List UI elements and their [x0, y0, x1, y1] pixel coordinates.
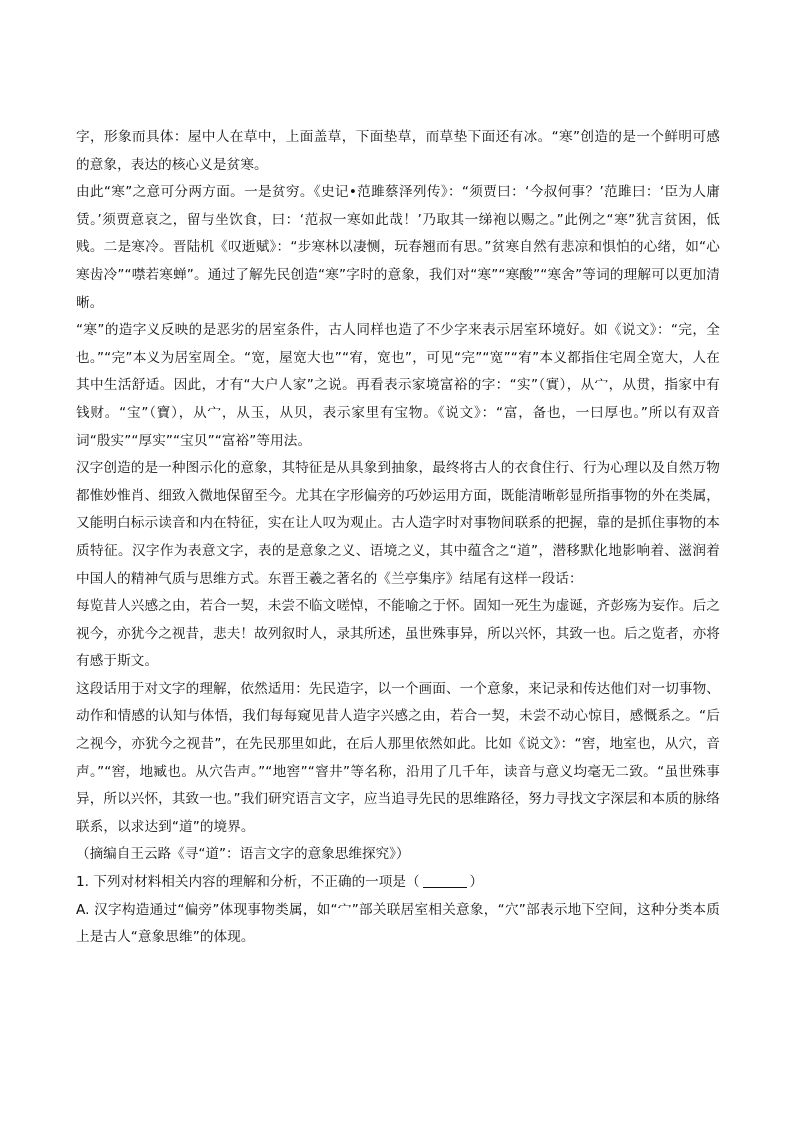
paragraph-2: 由此“寒”之意可分两方面。一是贫穷。《史记•范雎蔡泽列传》：“须贾曰：‘今叔何事？’范雎曰：‘臣为人庸赁。’须贾意哀之，留与坐饮食，曰：‘范叔一寒如此哉！’乃取其一绨袍以赐之。”此例之“寒”犹言贫困，低贱。二是寒冷。晋陆机《叹逝赋》：“步寒林以凄恻，玩春翘而有思。”贫寒自然有悲凉和惧怕的心绪，如“心寒齿冷”“噤若寒蝉”。通过了解先民创造“寒”字时的意象，我们对“寒”“寒酸”“寒舍”等词的理解可以更加清晰。: [76, 184, 720, 311]
paragraph-1: 字，形象而具体：屋中人在草中，上面盖草，下面垫草，而草垫下面还有冰。“寒”创造的是一个鲜明可感的意象，表达的核心义是贫寒。: [76, 129, 720, 173]
answer-blank[interactable]: [423, 873, 467, 888]
paragraph-6: 这段话用于对文字的理解，依然适用：先民造字，以一个画面、一个意象，来记录和传达他们对一切事物、动作和情感的认知与体悟，我们每每窥见昔人造字兴感之由，若合一契，未尝不动心惊目，感慨系之。“后之视今，亦犹今之视昔”，在先民那里如此，在后人那里依然如此。比如《说文》：“窖，地室也，从穴，音声。”“窖，地臧也。从穴告声。”“地窖”“窨井”等名称，沿用了几千年，读音与意义均毫无二致。“虽世殊事异，所以兴怀，其致一也。”我们研究语言文字，应当追寻先民的思维路径，努力寻找文字深层和本质的脉络联系，以求达到“道”的境界。: [76, 680, 720, 835]
source-citation: （摘编自王云路《寻“道”：语言文字的意象思维探究》）: [76, 846, 410, 863]
quoted-passage: 每览昔人兴感之由，若合一契，未尝不临文嗟悼，不能喻之于怀。固知一死生为虚诞，齐彭殇为妄作。后之视今，亦犹今之视昔，悲夫！故列叙时人，录其所述，虽世殊事异，所以兴怀，其致一也。后之览者，亦将有感于斯文。: [76, 598, 720, 670]
paragraph-4: 汉字创造的是一种图示化的意象，其特征是从具象到抽象，最终将古人的衣食住行、行为心理以及自然万物都惟妙惟肖、细致入微地保留至今。尤其在字形偏旁的巧妙运用方面，既能清晰彰显所指事物的外在类属，又能明白标示读音和内在特征，实在让人叹为观止。古人造字时对事物间联系的把握，靠的是抓住事物的本质特征。汉字作为表意文字，表的是意象之义、语境之义，其中蕴含之“道”，潜移默化地影响着、滋润着中国人的精神气质与思维方式。东晋王羲之著名的《兰亭集序》结尾有这样一段话：: [76, 460, 720, 587]
paragraph-3: “寒”的造字义反映的是恶劣的居室条件，古人同样也造了不少字来表示居室环境好。如《说文》：“完，全也。”“完”本义为居室周全。“宽，屋宽大也”“宥，宽也”，可见“完”“宽”“宥”本义都指住宅周全宽大，人在其中生活舒适。因此，才有“大户人家”之说。再看表示家境富裕的字：“实”（實），从宀，从贯，指家中有钱财。“宝”（寶），从宀，从玉，从贝，表示家里有宝物。《说文》：“富，备也，一曰厚也。”所以有双音词“殷实”“厚实”“宝贝”“富裕”等用法。: [76, 322, 720, 449]
question-stem-close: ）: [469, 874, 484, 891]
document-page: [76, 124, 720, 952]
question-1-stem: [76, 869, 720, 897]
option-a: A. 汉字构造通过“偏旁”体现事物类属，如“宀”部关联居室相关意象，“穴”部表示地下空间，这种分类本质上是古人“意象思维”的体现。: [76, 901, 720, 946]
question-stem-text: 1. 下列对材料相关内容的理解和分析，不正确的一项是（: [76, 874, 420, 891]
